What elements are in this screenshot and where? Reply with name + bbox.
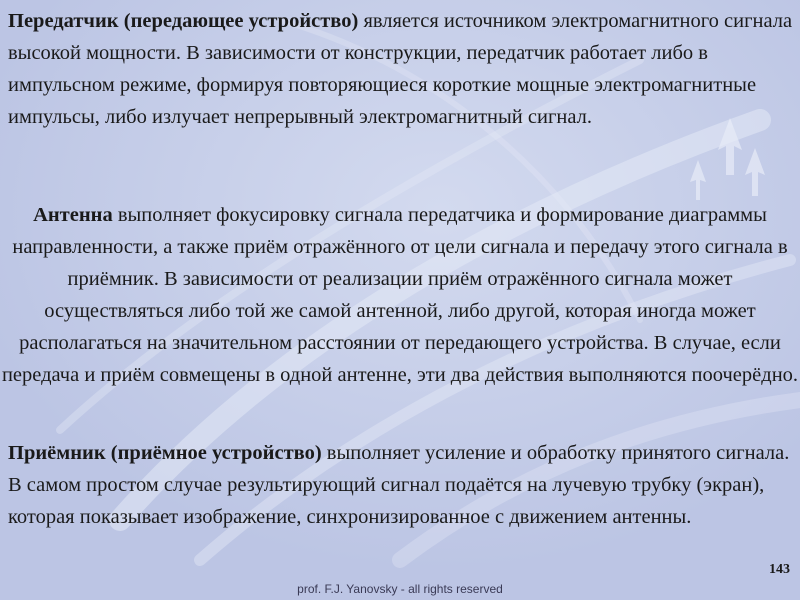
footer-copyright: prof. F.J. Yanovsky - all rights reserved — [297, 582, 503, 596]
antenna-text: выполняет фокусировку сигнала передатчика и формирование диаграммы направленности, а также приём отражённого от цели сигнала и передачу этого сигнала в приёмник. В зависимости от реализации приём отражённого сигнала может осуществляться либо той же самой антенной, либо другой, которая иногда может располагаться на значительном расстоянии от передающего устройства. В случае, если передача и приём совмещены в одной антенне, эти два действия выполняются поочерёдно. — [1, 204, 799, 386]
antenna-term: Антенна — [33, 204, 113, 226]
transmitter-paragraph — [8, 5, 798, 133]
receiver-term: Приёмник (приёмное устройство) — [8, 442, 322, 464]
receiver-text: выполняет усиление и обработку принятого сигнала. В самом простом случае результирующий сигнал подаётся на лучевую трубку (экран), которая показывает изображение, синхронизированное с движением антенны. — [8, 442, 790, 528]
page-number: 143 — [769, 562, 790, 577]
transmitter-text: является источником электромагнитного сигнала высокой мощности. В зависимости от конструкции, передатчик работает либо в импульсном режиме, формируя повторяющиеся короткие мощные электромагнитные импульсы, либо излучает непрерывный электромагнитный сигнал. — [8, 10, 793, 128]
receiver-paragraph — [8, 437, 798, 533]
transmitter-term: Передатчик (передающее устройство) — [8, 10, 359, 32]
antenna-paragraph — [0, 199, 800, 391]
